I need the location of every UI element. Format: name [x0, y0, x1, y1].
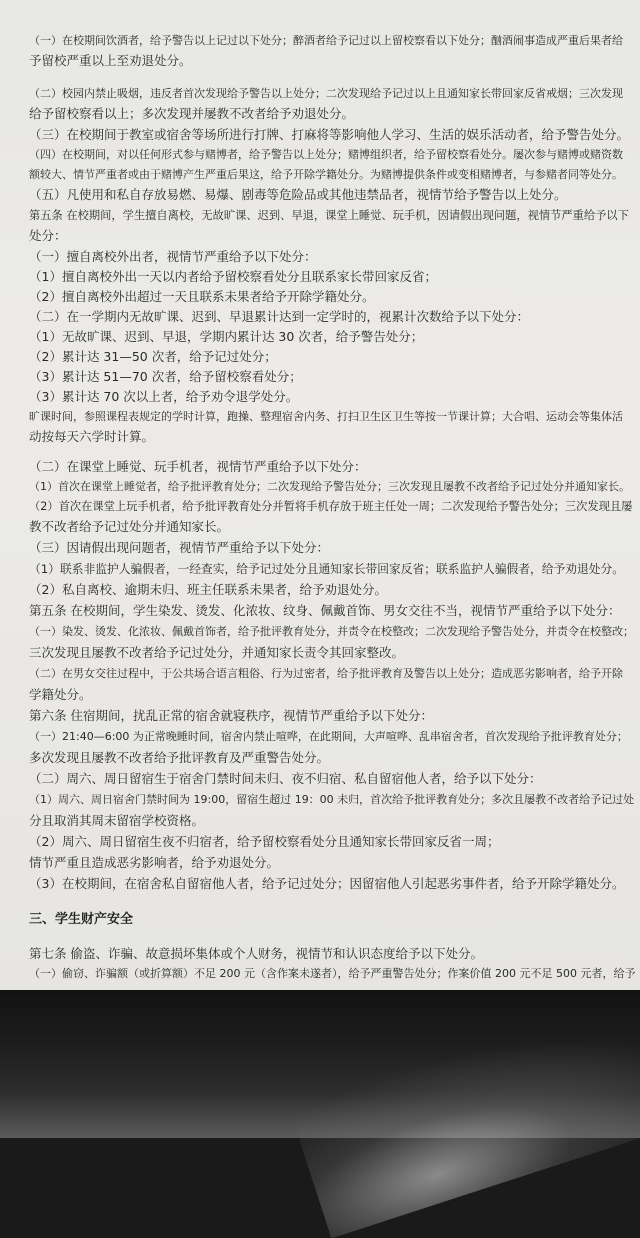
article-heading: 第五条 在校期间，学生擅自离校，无故旷课、迟到、早退，课堂上睡觉、玩手机，因请假出现问题，视情节严重给予以下 [29, 209, 629, 222]
text-line: （二）在男女交往过程中，于公共场合语言粗俗、行为过密者，给予批评教育及警告以上处分；造成恶劣影响者，给予开除 [29, 667, 623, 680]
text-line: （1）首次在课堂上睡觉者，给予批评教育处分；二次发现给予警告处分；三次发现且屡教不改者给予记过处分并通知家长。 [29, 480, 630, 493]
text-line: （五）凡使用和私自存放易燃、易爆、剧毒等危险品或其他违禁品者，视情节给予警告以上处分。 [29, 187, 567, 202]
text-line: （2）擅自离校外出超过一天且联系未果者给予开除学籍处分。 [29, 289, 375, 304]
text-line: （二）周六、周日留宿生于宿舍门禁时间未归、夜不归宿、私自留宿他人者，给予以下处分： [29, 771, 542, 786]
article-heading: 第五条 在校期间，学生染发、烫发、化浓妆、纹身、佩戴首饰、男女交往不当，视情节严重给予以下处分： [29, 603, 621, 618]
article-heading: 第七条 偷盗、诈骗、故意损坏集体或个人财务，视情节和认识态度给予以下处分。 [29, 946, 483, 961]
text-line: 多次发现且屡教不改者给予批评教育及严重警告处分。 [29, 750, 330, 765]
text-line: （四）在校期间，对以任何形式参与赌博者，给予警告以上处分；赌博组织者，给予留校察看处分。屡次参与赌博或赌资数 [29, 148, 623, 161]
text-line: （3）累计达 70 次以上者，给予劝令退学处分。 [29, 389, 299, 404]
text-line: 旷课时间，参照课程表规定的学时计算，跑操、整理宿舍内务、打扫卫生区卫生等按一节课计算；大合唱、运动会等集体活 [29, 410, 623, 423]
text-line: 分且取消其周末留宿学校资格。 [29, 813, 205, 828]
text-line: 教不改者给予记过处分并通知家长。 [29, 519, 230, 534]
text-line: （1）无故旷课、迟到、早退，学期内累计达 30 次者，给予警告处分； [29, 329, 424, 344]
text-line: 三次发现且屡教不改者给予记过处分，并通知家长责令其回家整改。 [29, 645, 405, 660]
text-line: （1）联系非监护人骗假者，一经查实，给予记过处分且通知家长带回家反省；联系监护人骗假者，给予劝退处分。 [29, 562, 624, 576]
text-line: 情节严重且造成恶劣影响者，给予劝退处分。 [29, 855, 280, 870]
text-line: （一）擅自离校外出者，视情节严重给予以下处分： [29, 249, 317, 264]
text-line: （二）校园内禁止吸烟，违反者首次发现给予警告以上处分；二次发现给予记过以上且通知家长带回家反省戒烟；三次发现 [29, 87, 623, 100]
text-line: （一）染发、烫发、化浓妆、佩戴首饰者，给予批评教育处分，并责令在校整改；二次发现给予警告处分，并责令在校整改； [29, 625, 634, 638]
text-line: （2）首次在课堂上玩手机者，给予批评教育处分并暂将手机存放于班主任处一周；二次发现给予警告处分；三次发现且屡 [29, 500, 633, 513]
text-line: 学籍处分。 [29, 687, 92, 702]
article-heading: 第六条 住宿期间，扰乱正常的宿舍就寝秩序，视情节严重给予以下处分： [29, 708, 433, 723]
text-line: （三）因请假出现问题者，视情节严重给予以下处分： [29, 540, 330, 555]
text-line: （一）偷窃、诈骗额（或折算额）不足 200 元（含作案未遂者），给予严重警告处分；作案价值 200 元不足 500 元者，给予 [29, 967, 636, 980]
text-line: （3）在校期间，在宿舍私自留宿他人者，给予记过处分；因留宿他人引起恶劣事件者，给予开除学籍处分。 [29, 876, 625, 891]
text-line: 处分： [29, 228, 67, 243]
text-line: （三）在校期间于教室或宿舍等场所进行打牌、打麻将等影响他人学习、生活的娱乐活动者，给予警告处分。 [29, 127, 630, 142]
section-heading: 三、学生财产安全 [29, 912, 134, 927]
text-line: （二）在课堂上睡觉、玩手机者，视情节严重给予以下处分： [29, 459, 367, 474]
text-line: 动按每天六学时计算。 [29, 429, 155, 444]
text-line: 给予留校察看以上；多次发现并屡教不改者给予劝退处分。 [29, 106, 355, 121]
text-line: （一）在校期间饮酒者，给予警告以上记过以下处分；醉酒者给予记过以上留校察看以下处分；酗酒闹事造成严重后果者给 [29, 34, 623, 47]
text-line: （1）擅自离校外出一天以内者给予留校察看处分且联系家长带回家反省； [29, 269, 437, 284]
text-line: 予留校严重以上至劝退处分。 [29, 53, 192, 68]
text-line: （2）私自离校、逾期未归、班主任联系未果者，给予劝退处分。 [29, 582, 387, 597]
text-line: （2）累计达 31—50 次者，给予记过处分； [29, 349, 277, 364]
text-line: （一）21:40—6:00 为正常晚睡时间，宿舍内禁止喧哗，在此期间，大声喧哗、乱串宿舍者，首次发现给予批评教育处分； [29, 730, 628, 743]
text-line: 额较大、情节严重者或由于赌博产生严重后果这，给予开除学籍处分。为赌博提供条件或变相赌博者，与参赌者同等处分。 [29, 168, 623, 181]
text-line: （二）在一学期内无故旷课、迟到、早退累计达到一定学时的，视累计次数给予以下处分： [29, 309, 530, 324]
text-line: （3）累计达 51—70 次者，给予留校察看处分； [29, 369, 302, 384]
text-line: （2）周六、周日留宿生夜不归宿者，给予留校察看处分且通知家长带回家反省一周； [29, 834, 500, 849]
text-line: （1）周六、周日宿舍门禁时间为 19:00，留宿生超过 19：00 未归，首次给予批评教育处分；多次且屡教不改者给予记过处 [29, 793, 635, 806]
